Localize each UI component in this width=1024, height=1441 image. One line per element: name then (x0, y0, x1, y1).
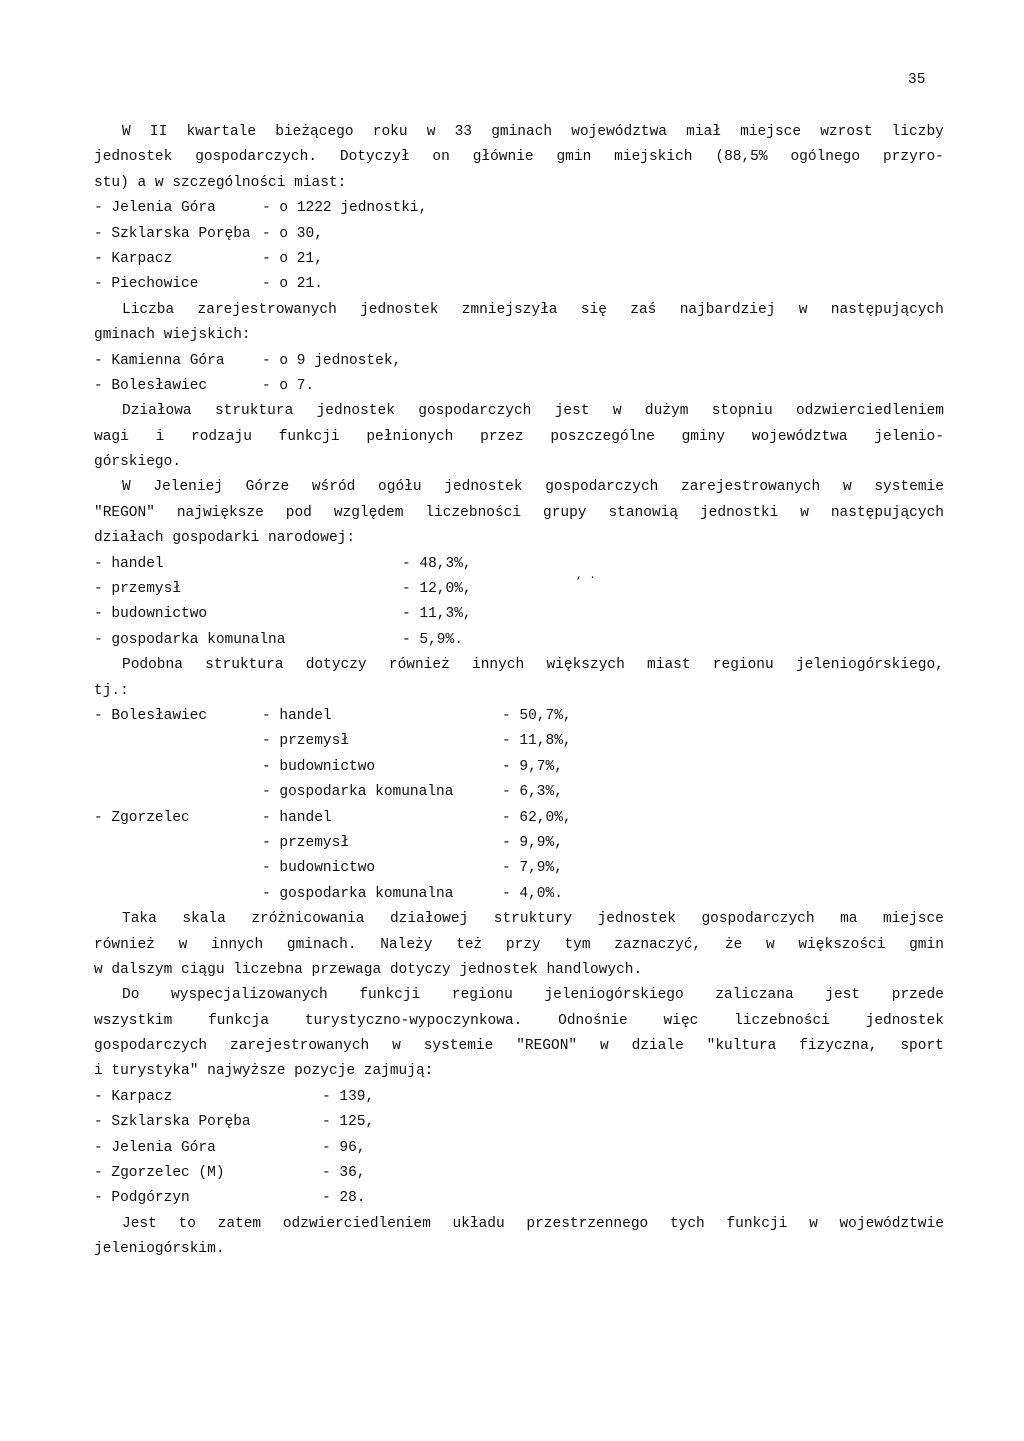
word: funkcji (726, 1215, 788, 1232)
line-text: gminach wiejskich: (94, 327, 251, 344)
word: pełnionych (366, 428, 454, 445)
word: więc (663, 1012, 699, 1029)
line-text: i turystyka" najwyższe pozycje zajmują: (94, 1063, 434, 1080)
word: przyro- (882, 149, 944, 166)
word: gospodarczych (545, 479, 659, 496)
line-text: jeleniogórskim. (94, 1241, 225, 1258)
list-item (94, 882, 944, 907)
list-cell: - 7,9%, (502, 860, 563, 877)
word: zarejestrowanych (681, 479, 821, 496)
word: Górze (245, 479, 290, 496)
word: jednostek (316, 403, 395, 420)
word: zróżnicowania (251, 911, 365, 928)
list-cell: - o 9 jednostek, (262, 352, 402, 369)
word: w (809, 1215, 818, 1232)
word: tych (669, 1215, 705, 1232)
word: w (766, 936, 775, 953)
text-line (94, 450, 944, 475)
word: regionu (451, 987, 513, 1004)
word: funkcja (208, 1012, 270, 1029)
list-tourism-ranking (94, 1085, 944, 1212)
list-item (94, 1085, 944, 1110)
text-line (94, 1212, 944, 1237)
list-cell: - handel (262, 707, 332, 724)
word: względem (333, 504, 404, 521)
text-line (94, 1034, 944, 1059)
list-cell: - 50,7%, (502, 707, 572, 724)
word: głównie (472, 149, 534, 166)
list-rural-decline (94, 349, 944, 400)
word: on (432, 149, 450, 166)
word: roku (372, 124, 408, 140)
word: wagi (94, 428, 129, 445)
word: odzwierciedleniem (795, 403, 944, 420)
word: większych (546, 657, 625, 674)
word: również (388, 657, 450, 674)
word: w (599, 1038, 609, 1055)
list-cell: - Piechowice (94, 276, 199, 293)
word: województwa (751, 428, 848, 445)
list-sectors-jelenia-gora (94, 552, 944, 654)
text-line (94, 653, 944, 678)
word: dużym (644, 403, 689, 420)
list-cell: - o 1222 jednostki, (262, 200, 428, 217)
list-item (94, 806, 944, 831)
text-line (94, 679, 944, 704)
word: przy (505, 936, 541, 953)
word: wśród (311, 479, 356, 496)
list-cell: - handel (94, 555, 164, 572)
word: sport (900, 1038, 944, 1055)
list-cities-growth (94, 196, 944, 298)
word: ma (840, 911, 858, 928)
word: zaliczana (715, 987, 794, 1004)
list-item (94, 552, 944, 577)
word: regionu (712, 657, 774, 674)
word: liczebności (734, 1012, 830, 1029)
word: miejskich (614, 149, 693, 166)
list-cell: - 28. (322, 1190, 366, 1207)
list-cell: - 4,0%. (502, 885, 563, 902)
list-cell: - Podgórzyn (94, 1190, 190, 1207)
list-cell: - Karpacz (94, 250, 173, 267)
list-item (94, 374, 944, 399)
list-cell: - o 21, (262, 250, 323, 267)
word: Do (122, 987, 140, 1004)
word: się (580, 301, 607, 318)
word: jeleniogórskiego, (795, 657, 944, 674)
word: gospodarczych (94, 1038, 208, 1055)
word: miał (686, 124, 721, 140)
line-text: stu) a w szczególności miast: (94, 174, 347, 191)
word: "kultura (706, 1038, 777, 1055)
word: jednostek (597, 911, 676, 928)
list-item (94, 1136, 944, 1161)
list-cell: - Szklarska Poręba (94, 225, 251, 242)
list-cell: - o 30, (262, 225, 323, 242)
text-line (94, 958, 944, 983)
word: funkcji (278, 428, 340, 445)
word: jednostki (699, 504, 779, 521)
paragraph-8 (94, 1212, 944, 1263)
word: miejsce (740, 124, 802, 140)
word: jeleniogórskiego (544, 987, 684, 1004)
paragraph-6 (94, 907, 944, 983)
list-cell: - budownictwo (94, 606, 208, 623)
word: w (798, 301, 808, 318)
word: systemie (874, 479, 944, 496)
word: w (842, 479, 852, 496)
text-line (94, 526, 944, 551)
paragraph-4 (94, 475, 944, 551)
word: Liczba (122, 301, 175, 318)
word: Odnośnie (558, 1012, 628, 1029)
word: w (612, 403, 622, 420)
word: większości (798, 936, 886, 953)
list-cell: - 139, (322, 1088, 375, 1105)
list-item (94, 222, 944, 247)
list-cell: - gospodarka komunalna (262, 784, 454, 801)
list-item (94, 1161, 944, 1186)
word: i (155, 428, 165, 445)
word: II (149, 124, 168, 140)
word: gmin (556, 149, 592, 166)
word: gospodarczych. (195, 149, 318, 166)
word: skala (182, 911, 226, 928)
word: gmin (909, 936, 944, 953)
word: wzrost (820, 124, 873, 140)
word: gminach (491, 124, 553, 140)
word: fizyczna, (799, 1038, 878, 1055)
word: zatem (217, 1215, 262, 1232)
list-cell: - 62,0%, (502, 809, 572, 826)
text-line (94, 120, 944, 145)
word: jest (554, 403, 590, 420)
word: zarejestrowanych (230, 1038, 370, 1055)
word: w (800, 504, 809, 521)
word: liczebności (425, 504, 522, 521)
word: Jeleniej (153, 479, 223, 496)
list-cell: - o 21. (262, 276, 323, 293)
word: w (178, 936, 188, 953)
list-item (94, 628, 944, 653)
word: zaś (630, 301, 657, 318)
list-cell: - Jelenia Góra (94, 1139, 216, 1156)
list-cell: - 6,3%, (502, 784, 563, 801)
list-item (94, 602, 944, 627)
word: ogólnego (790, 149, 861, 166)
list-cell: - 12,0%, (402, 581, 472, 598)
word: Należy (380, 936, 433, 953)
list-cell: - 36, (322, 1165, 366, 1182)
page-number: 35 (908, 72, 926, 88)
list-item (94, 1110, 944, 1135)
word: W (122, 124, 131, 140)
list-cell: - przemysł (262, 733, 350, 750)
word: następujących (830, 301, 944, 318)
word: że (724, 936, 743, 953)
word: zaznaczyć, (614, 936, 702, 953)
word: innych (472, 657, 525, 674)
word: dotyczy (305, 657, 367, 674)
list-cell: - 11,3%, (402, 606, 472, 623)
word: największe (176, 504, 264, 521)
list-item (94, 704, 944, 729)
word: przestrzennego (526, 1215, 649, 1232)
word: Dotyczył (339, 149, 410, 166)
list-cell: - 48,3%, (402, 555, 472, 572)
word: Podobna (122, 657, 183, 674)
text-line (94, 323, 944, 348)
word: stanowią (608, 504, 679, 521)
word: jednostek (94, 149, 173, 166)
text-line (94, 907, 944, 932)
list-cell: - Szklarska Poręba (94, 1114, 251, 1131)
word: to (178, 1215, 196, 1232)
word: innych (211, 936, 264, 953)
word: jednostek (865, 1012, 944, 1029)
list-cell: - Zgorzelec (M) (94, 1165, 225, 1182)
word: bieżącego (275, 124, 354, 140)
word: W (122, 479, 131, 496)
list-cell: - o 7. (262, 377, 315, 394)
list-cell: - Zgorzelec (94, 809, 190, 826)
text-line (94, 1237, 944, 1262)
paragraph-3 (94, 399, 944, 475)
word: układu (452, 1215, 505, 1232)
list-item (94, 247, 944, 272)
list-cell: - gospodarka komunalna (94, 631, 286, 648)
word: ogółu (378, 479, 422, 496)
word: działowej (389, 911, 469, 928)
text-line (94, 425, 944, 450)
word: województwie (839, 1215, 944, 1232)
word: gminach. (286, 936, 357, 953)
word: wszystkim (94, 1012, 173, 1029)
list-cell: - 9,7%, (502, 758, 563, 775)
list-cell: - budownictwo (262, 758, 376, 775)
word: województwa (571, 124, 667, 140)
list-cell: - 11,8%, (502, 733, 572, 750)
word: jednostek (444, 479, 523, 496)
word: jelenio- (874, 428, 944, 445)
document-body (94, 120, 944, 1263)
text-line (94, 1009, 944, 1034)
word: jest (825, 987, 861, 1004)
stray-mark: , . (576, 570, 596, 582)
list-cell: - Jelenia Góra (94, 200, 216, 217)
word: jednostek (360, 301, 439, 318)
list-item (94, 755, 944, 780)
word: systemie (423, 1038, 494, 1055)
word: struktury (493, 911, 573, 928)
word: następujących (830, 504, 944, 521)
word: też (456, 936, 483, 953)
list-item (94, 349, 944, 374)
line-text: górskiego. (94, 454, 182, 471)
line-text: tj.: (94, 682, 129, 699)
list-cell: - przemysł (94, 581, 182, 598)
list-cell: - 5,9%. (402, 631, 463, 648)
text-line (94, 171, 944, 196)
paragraph-7 (94, 983, 944, 1085)
line-text: w dalszym ciągu liczebna przewaga dotyczy jednostek handlowych. (94, 961, 643, 978)
paragraph-2 (94, 298, 944, 349)
word: Działowa (122, 403, 192, 420)
word: funkcji (359, 987, 421, 1004)
paragraph-5 (94, 653, 944, 704)
line-text: działach gospodarki narodowej: (94, 530, 356, 547)
list-item (94, 780, 944, 805)
word: miast (647, 657, 691, 674)
text-line (94, 475, 944, 500)
word: "REGON" (94, 504, 155, 521)
word: wyspecjalizowanych (171, 987, 328, 1004)
text-line (94, 983, 944, 1008)
list-cell: - 96, (322, 1139, 366, 1156)
list-item (94, 729, 944, 754)
word: Taka (122, 911, 157, 928)
list-item (94, 272, 944, 297)
word: gospodarczych (418, 403, 532, 420)
word: (88,5% (715, 149, 768, 166)
word: odzwierciedleniem (282, 1215, 431, 1232)
text-line (94, 145, 944, 170)
word: zarejestrowanych (197, 301, 337, 318)
word: również (94, 936, 155, 953)
list-cell: - 9,9%, (502, 834, 563, 851)
text-line (94, 399, 944, 424)
word: "REGON" (516, 1038, 578, 1055)
word: grupy (543, 504, 587, 521)
list-item (94, 831, 944, 856)
paragraph-1 (94, 120, 944, 196)
list-cell: - przemysł (262, 834, 350, 851)
text-line (94, 1059, 944, 1084)
word: dziale (631, 1038, 684, 1055)
word: pod (285, 504, 312, 521)
list-cell: - 125, (322, 1114, 375, 1131)
word: miejsce (882, 911, 944, 928)
word: struktura (214, 403, 294, 420)
word: turystyczno-wypoczynkowa. (304, 1012, 523, 1029)
word: gospodarczych (701, 911, 815, 928)
word: stopniu (711, 403, 773, 420)
list-cell: - Bolesławiec (94, 707, 208, 724)
list-item (94, 196, 944, 221)
word: 33 (454, 124, 473, 140)
list-cell: - budownictwo (262, 860, 376, 877)
text-line (94, 298, 944, 323)
list-cell: - handel (262, 809, 332, 826)
list-cell: - Bolesławiec (94, 377, 208, 394)
list-cell: - Kamienna Góra (94, 352, 225, 369)
word: Jest (122, 1215, 157, 1232)
word: w (392, 1038, 401, 1055)
list-cell: - Karpacz (94, 1088, 173, 1105)
list-item (94, 856, 944, 881)
word: gminy (681, 428, 726, 445)
word: poszczególne (550, 428, 655, 445)
word: przez (480, 428, 524, 445)
list-item (94, 1186, 944, 1211)
text-line (94, 933, 944, 958)
word: w (426, 124, 436, 140)
word: kwartale (186, 124, 257, 140)
word: liczby (891, 124, 944, 140)
list-sectors-cities (94, 704, 944, 907)
word: struktura (205, 657, 284, 674)
list-cell: - gospodarka komunalna (262, 885, 454, 902)
word: przede (891, 987, 944, 1004)
word: tym (564, 936, 591, 953)
list-item (94, 577, 944, 602)
word: rodzaju (191, 428, 252, 445)
word: zmniejszyła (461, 301, 558, 318)
word: najbardziej (679, 301, 776, 318)
text-line (94, 501, 944, 526)
